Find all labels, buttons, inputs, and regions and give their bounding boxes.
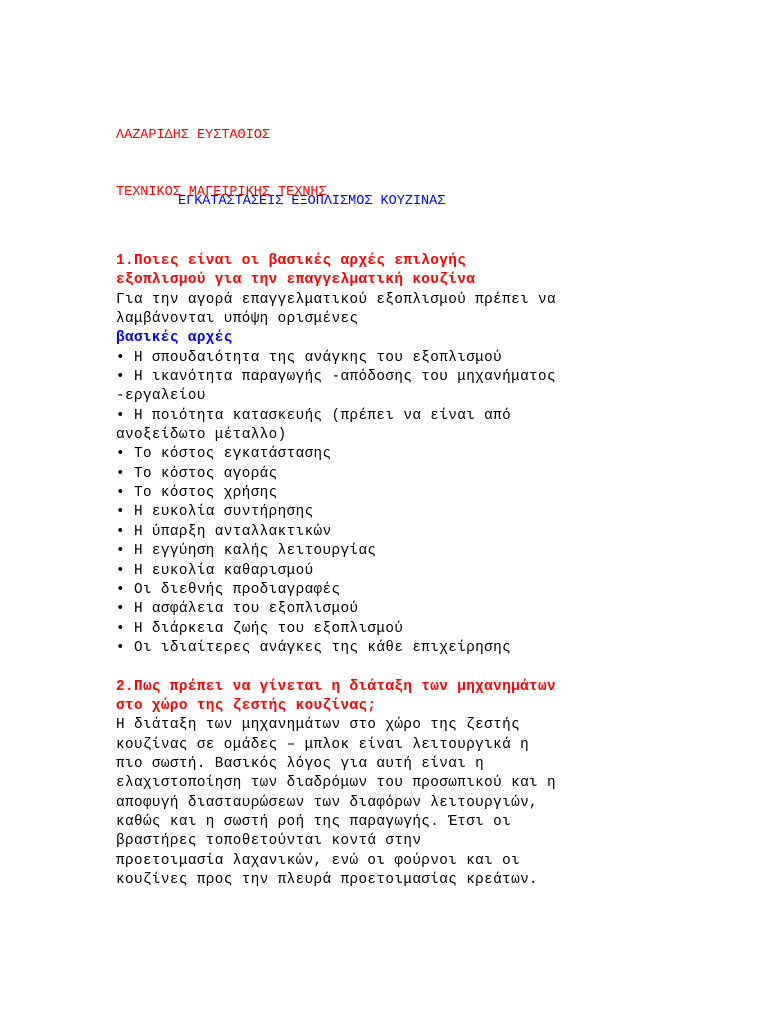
bullet-item: • Το κόστος χρήσης <box>116 485 278 502</box>
bullet-item: • Η ευκολία καθαρισμού <box>116 562 314 579</box>
section-2-question-line: 2.Πως πρέπει να γίνεται η διάταξη των μηχανημάτων <box>116 678 556 695</box>
author-role: ΤΕΧΝΙΚΟΣ ΜΑΓΕΙΡΙΚΗΣ ΤΕΧΝΗΣ <box>116 185 327 200</box>
section-1-intro-line: λαμβάνονται υπόψη ορισμένες <box>116 311 359 328</box>
section-2-paragraph-line: βραστήρες τοποθετούνται κοντά στην <box>116 833 422 850</box>
section-1-intro-line: Για την αγορά επαγγελματικού εξοπλισμού πρέπει να <box>116 291 556 308</box>
section-1-question-line: εξοπλισμού για την επαγγελματική κουζίνα <box>116 272 476 289</box>
bullet-item: • Η ασφάλεια του εξοπλισμού <box>116 601 359 618</box>
section-2 <box>116 678 676 891</box>
bullet-item-continuation: -εργαλείου <box>116 388 206 405</box>
document-body <box>116 252 676 890</box>
section-2-paragraph-line: πιο σωστή. Βασικός λόγος για αυτή είναι η <box>116 755 485 772</box>
section-1-question-line: 1.Ποιες είναι οι βασικές αρχές επιλογής <box>116 253 467 269</box>
section-2-paragraph-line: ελαχιστοποίηση των διαδρόμων του προσωπικού και η <box>116 775 556 792</box>
bullet-item: • Το κόστος εγκατάστασης <box>116 446 332 463</box>
section-spacer <box>116 658 676 677</box>
section-2-paragraph-line: κουζίνας σε ομάδες – μπλοκ είναι λειτουργικά η <box>116 736 530 753</box>
bullet-item: • Η ικανότητα παραγωγής -απόδοσης του μηχανήματος <box>116 369 556 386</box>
bullet-item: • Οι ιδιαίτερες ανάγκες της κάθε επιχείρησης <box>116 639 512 656</box>
section-2-question-line: στο χώρο της ζεστής κουζίνας; <box>116 697 377 714</box>
section-2-paragraph-line: Η διάταξη των μηχανημάτων στο χώρο της ζεστής <box>116 717 521 734</box>
bullet-item: • Η εγγύηση καλής λειτουργίας <box>116 543 377 560</box>
bullet-item: • Η ποιότητα κατασκευής (πρέπει να είναι από <box>116 407 512 424</box>
document-title: ΕΓΚΑΤΑΣΤΑΣΕΙΣ ΕΞΟΠΛΙΣΜΟΣ ΚΟΥΖΙΝΑΣ <box>178 194 446 209</box>
bullet-item: • Η σπουδαιότητα της ανάγκης του εξοπλισμού <box>116 349 503 366</box>
author-block <box>116 88 327 240</box>
bullet-item-continuation: ανοξείδωτο μέταλλο) <box>116 427 287 444</box>
section-1-subheading: βασικές αρχές <box>116 330 233 347</box>
author-name: ΛΑΖΑΡΙΔΗΣ ΕΥΣΤΑΘΙΟΣ <box>116 128 270 143</box>
bullet-item: • Οι διεθνής προδιαγραφές <box>116 581 341 598</box>
section-1 <box>116 252 676 658</box>
section-2-paragraph-line: αποφυγή διασταυρώσεων των διαφόρων λειτουργιών, <box>116 794 539 811</box>
bullet-item: • Η διάρκεια ζωής του εξοπλισμού <box>116 620 404 637</box>
bullet-item: • Το κόστος αγοράς <box>116 465 278 482</box>
section-2-paragraph-line: κουζίνες προς την πλευρά προετοιμασίας κρεάτων. <box>116 872 539 888</box>
section-2-paragraph-line: καθώς και η σωστή ροή της παραγωγής. Έτσι οι <box>116 813 512 830</box>
bullet-item: • Η ευκολία συντήρησης <box>116 504 314 521</box>
bullet-item: • Η ύπαρξη ανταλλακτικών <box>116 523 332 540</box>
section-2-paragraph-line: προετοιμασία λαχανικών, ενώ οι φούρνοι και οι <box>116 852 521 869</box>
